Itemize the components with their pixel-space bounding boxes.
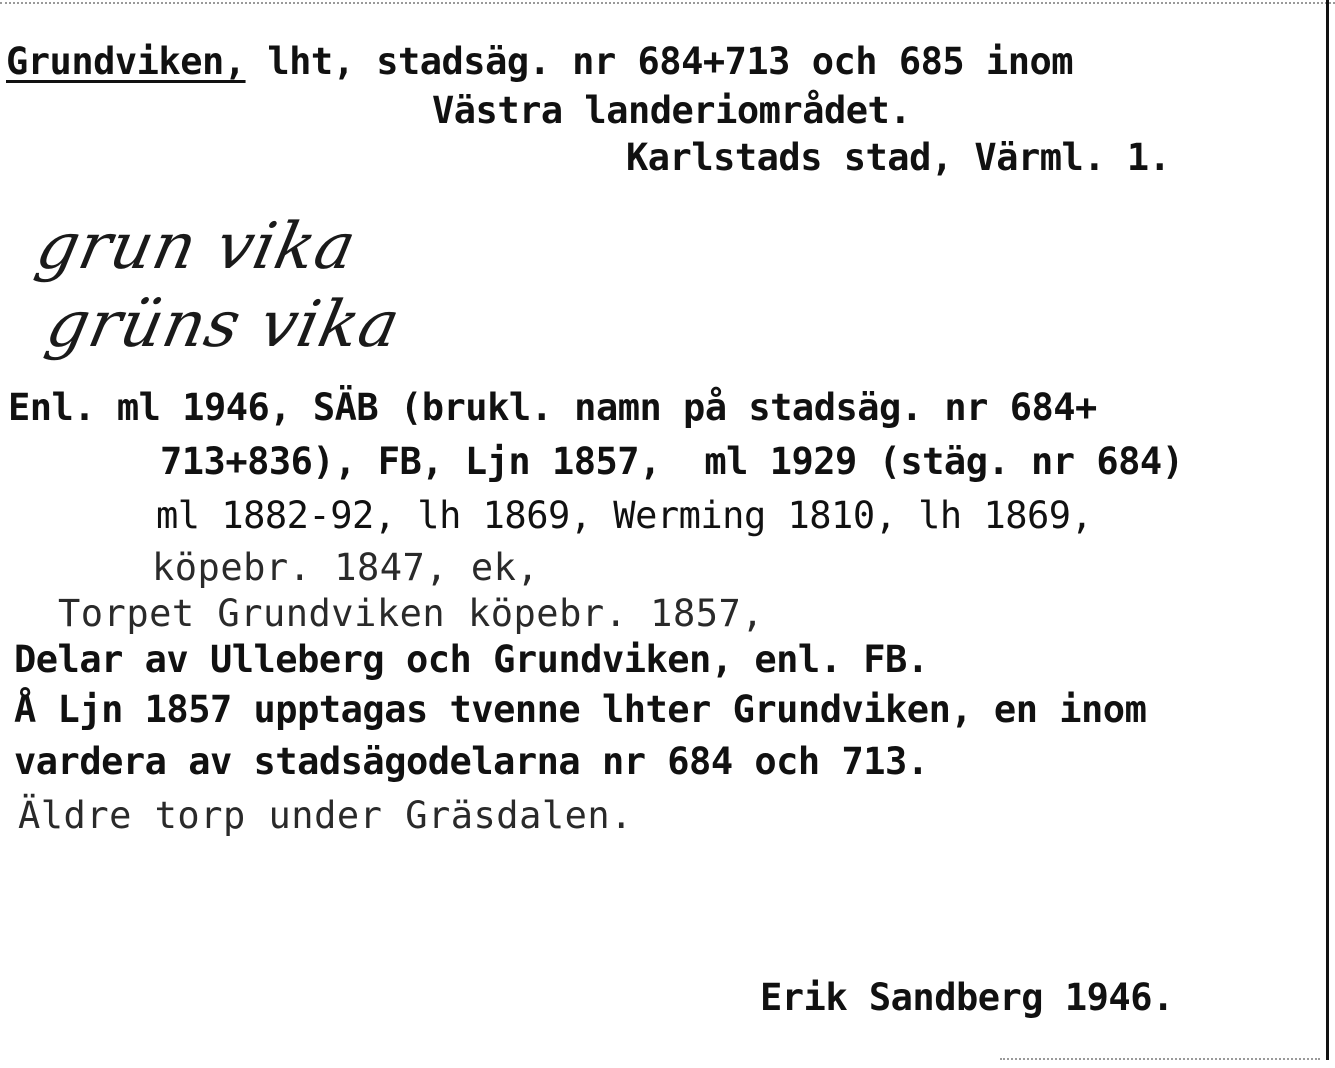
body-line-2: 713+836), FB, Ljn 1857, ml 1929 (stäg. nr 684) [160, 440, 1184, 483]
body-line-8: vardera av stadsägodelarna nr 684 och 713. [14, 740, 929, 783]
body-line-1: Enl. ml 1946, SÄB (brukl. namn på stadsäg. nr 684+ [8, 386, 1097, 429]
header-line-2: Västra landeriområdet. [432, 89, 912, 132]
body-line-3: ml 1882-92, lh 1869, Werming 1810, lh 1869, [156, 494, 1093, 537]
body-line-6: Delar av Ulleberg och Grundviken, enl. FB. [14, 638, 929, 681]
card-bottom-edge [1000, 1058, 1320, 1060]
header-line-1-rest: lht, stadsäg. nr 684+713 och 685 inom [245, 40, 1074, 83]
body-line-5: Torpet Grundviken köpebr. 1857, [58, 592, 765, 635]
header-line-1 [6, 40, 1073, 84]
body-line-7: Å Ljn 1857 upptagas tvenne lhter Grundviken, en inom [14, 688, 1147, 731]
body-line-9: Äldre torp under Gräsdalen. [18, 794, 633, 837]
headword: Grundviken, [6, 40, 246, 83]
card-right-edge [1326, 0, 1329, 1060]
header-line-3: Karlstads stad, Värml. 1. [626, 136, 1171, 179]
handwritten-line-2: grüns vika [40, 288, 407, 362]
signature: Erik Sandberg 1946. [760, 976, 1174, 1019]
body-line-4: köpebr. 1847, ek, [152, 546, 540, 589]
handwritten-line-1: grun vika [30, 210, 363, 284]
card-top-edge [0, 2, 1335, 4]
